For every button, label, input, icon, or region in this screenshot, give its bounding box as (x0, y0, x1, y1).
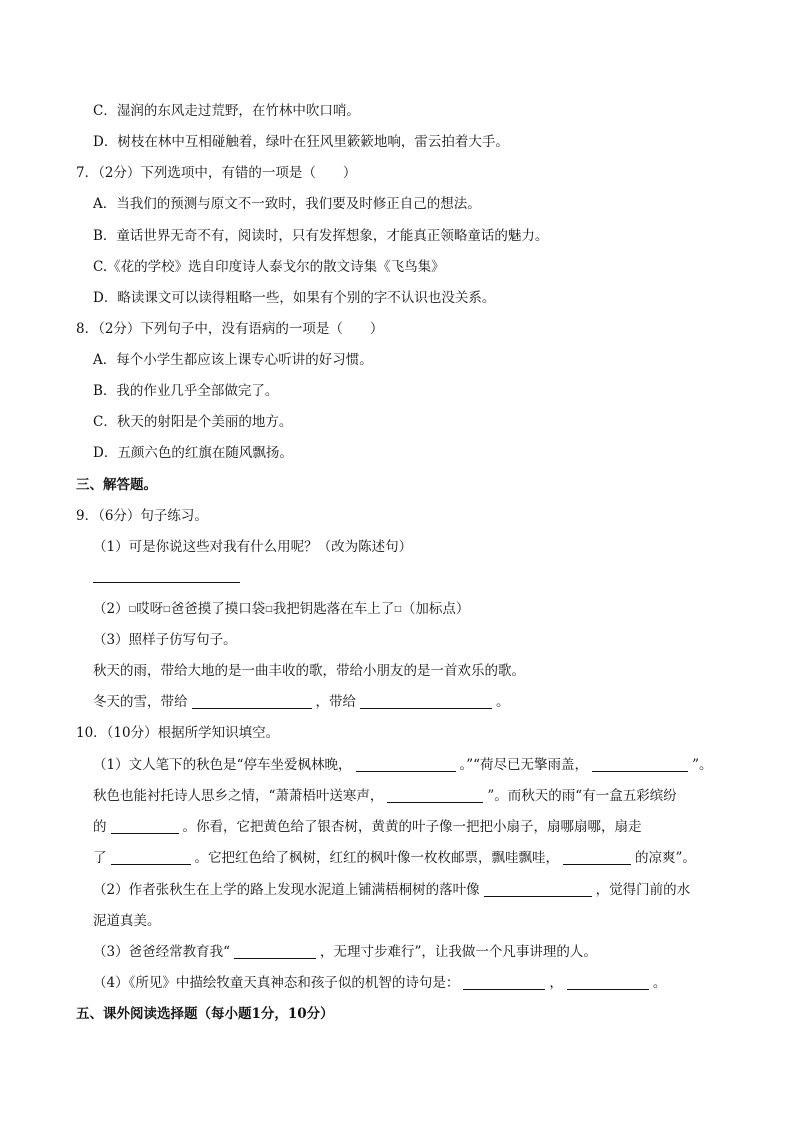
q7-option-d: D．略读课文可以读得粗略一些，如果有个别的字不认识也没关系。 (93, 290, 496, 306)
q10-stem: 10．（10分）根据所学知识填空。 (76, 725, 280, 741)
q9-blank-2[interactable] (360, 694, 492, 709)
q8-option-c: C．秋天的射阳是个美丽的地方。 (93, 414, 293, 430)
q9-fill-sentence: 冬天的雪，带给 ，带给 。 (93, 694, 510, 710)
q10-blank-4[interactable] (111, 819, 179, 834)
q10-blank-5[interactable] (111, 850, 191, 865)
q10-line-3: 的 。你看，它把黄色给了银杏树，黄黄的叶子像一把把小扇子，扇哪扇哪，扇走 (93, 819, 642, 835)
q9-part2: （2）□哎呀□爸爸摸了摸口袋□我把钥匙落在车上了□（加标点） (93, 601, 470, 617)
q10-blank-10[interactable] (567, 975, 649, 990)
punctuation-box-icon[interactable]: □ (394, 604, 402, 613)
q10-blank-3[interactable] (387, 788, 483, 803)
q10-blank-6[interactable] (563, 850, 631, 865)
q10-blank-1[interactable] (356, 757, 456, 772)
q9-part1: （1）可是你说这些对我有什么用呢？（改为陈述句） (93, 539, 413, 555)
q7-stem: 7．（2分）下列选项中，有错的一项是（ ） (76, 165, 357, 181)
q10-blank-2[interactable] (592, 757, 688, 772)
q10-line-5: （2）作者张秋生在上学的路上发现水泥道上铺满梧桐树的落叶像 ，觉得门前的水 (93, 882, 691, 898)
section-3-heading: 三、解答题。 (76, 477, 157, 493)
q10-blank-7[interactable] (484, 882, 592, 897)
punctuation-box-icon[interactable]: □ (265, 604, 273, 613)
q10-blank-9[interactable] (463, 975, 545, 990)
q10-line-2: 秋色也能衬托诗人思乡之情，“萧萧梧叶送寒声， ”。而秋天的雨“有一盒五彩缤纷 (93, 788, 677, 804)
q6-option-c: C．湿润的东风走过荒野，在竹林中吹口哨。 (93, 103, 360, 119)
punctuation-box-icon[interactable]: □ (163, 604, 171, 613)
q10-line-6: 泥道真美。 (93, 913, 161, 929)
q10-line-1: （1）文人笔下的秋色是“停车坐爱枫林晚， 。”“荷尽已无擎雨盖， ”。 (93, 757, 713, 773)
q9-stem: 9．（6分）句子练习。 (76, 508, 208, 524)
q8-stem: 8．（2分）下列句子中，没有语病的一项是（ ） (76, 321, 384, 337)
q7-option-c: C.《花的学校》选自印度诗人泰戈尔的散文诗集《飞鸟集》 (93, 259, 445, 275)
q10-blank-8[interactable] (234, 944, 316, 959)
q8-option-a: A．每个小学生都应该上课专心听讲的好习惯。 (93, 352, 373, 368)
q6-option-d: D．树枝在林中互相碰触着，绿叶在狂风里簌簌地响，雷云拍着大手。 (93, 134, 509, 150)
q9-blank-1[interactable] (192, 694, 312, 709)
q8-option-d: D．五颜六色的红旗在随风飘扬。 (93, 445, 293, 461)
q9-part1-answer-line[interactable] (93, 582, 240, 583)
q7-option-a: A．当我们的预测与原文不一致时，我们要及时修正自己的想法。 (93, 196, 481, 212)
q7-option-b: B．童话世界无奇不有，阅读时，只有发挥想象，才能真正领略童话的魅力。 (93, 228, 549, 244)
q9-example-sentence: 秋天的雨，带给大地的是一曲丰收的歌，带给小朋友的是一首欢乐的歌。 (93, 663, 525, 679)
q10-line-8: （4）《所见》中描绘牧童天真神态和孩子似的机智的诗句是： ， 。 (93, 975, 667, 991)
q10-line-4: 了 。它把红色给了枫树，红红的枫叶像一枚枚邮票，飘哇飘哇， 的凉爽”。 (93, 850, 696, 866)
punctuation-box-icon[interactable]: □ (128, 604, 137, 613)
q9-part3: （3）照样子仿写句子。 (93, 632, 237, 648)
section-5-heading: 五、课外阅读选择题（每小题1分，10分） (76, 1006, 334, 1022)
q8-option-b: B．我的作业几乎全部做完了。 (93, 383, 279, 399)
q10-line-7: （3）爸爸经常教育我“ ，无理寸步难行”，让我做一个凡事讲理的人。 (93, 944, 597, 960)
